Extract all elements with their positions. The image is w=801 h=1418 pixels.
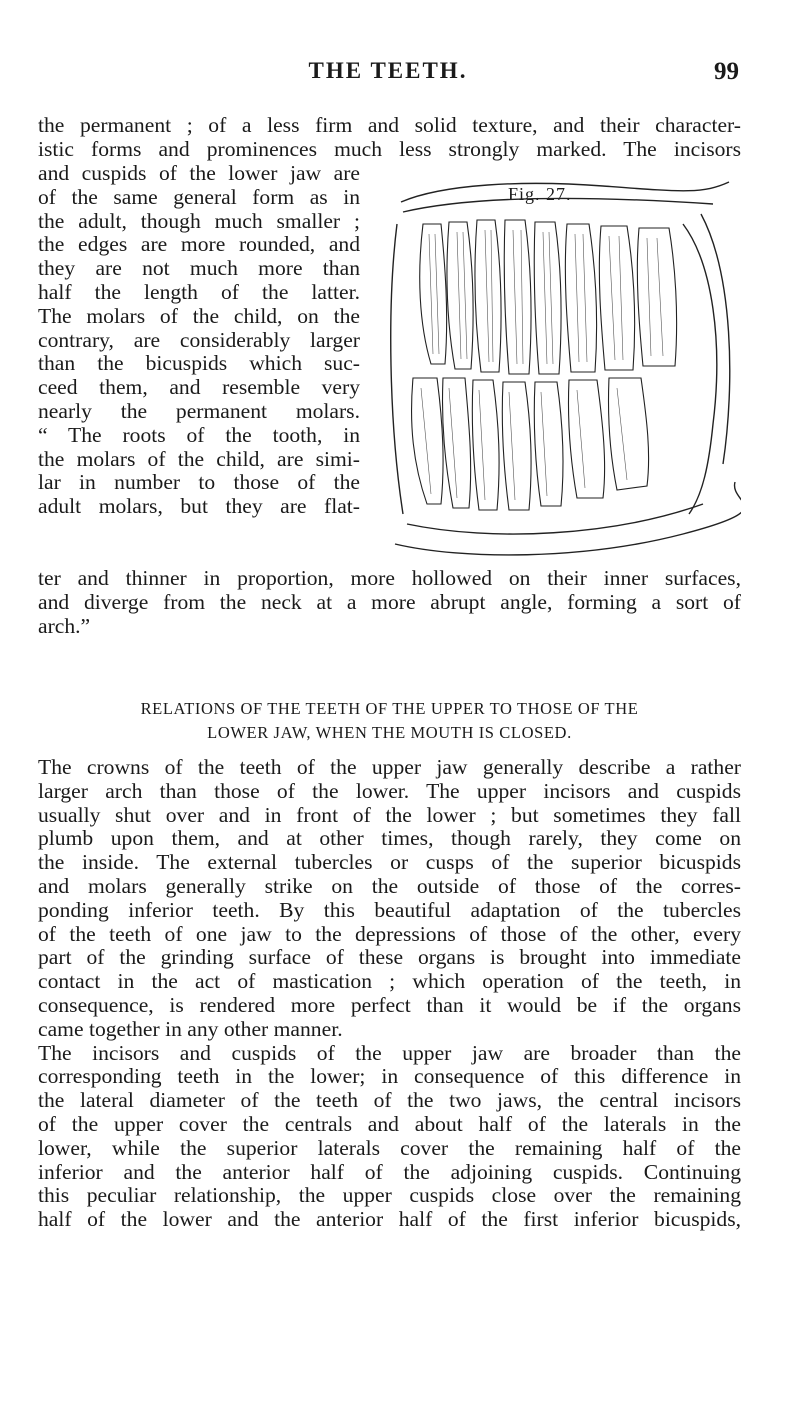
text-line: they are not much more than: [38, 256, 360, 281]
text-line: plumb upon them, and at other times, though rarely, they come on: [38, 826, 741, 851]
text-line: contrary, are considerably larger: [38, 327, 360, 352]
text-line: and molars generally strike on the outside of those of the corres-: [38, 873, 741, 898]
text-line: The crowns of the teeth of the upper jaw generally describe a rather: [38, 755, 741, 779]
text-line: The molars of the child, on the: [38, 303, 360, 328]
text-line: ter and thinner in proportion, more hollowed on their inner surfaces,: [38, 566, 741, 590]
section-heading: [38, 697, 741, 745]
text-line: the adult, though much smaller ;: [38, 208, 360, 233]
text-line: the permanent ; of a less firm and solid texture, and their character-: [38, 113, 741, 137]
text-line: ceed them, and resemble very: [38, 375, 360, 400]
text-line: part of the grinding surface of these organs is brought into immediate: [38, 945, 741, 970]
text-line: istic forms and prominences much less strongly marked. The incisors: [38, 136, 741, 161]
page-number: 99: [714, 58, 739, 85]
text-line: half of the lower and the anterior half of the first inferior bicuspids,: [38, 1207, 741, 1232]
text-line: the inside. The external tubercles or cusps of the superior bicuspids: [38, 850, 741, 875]
text-line: and diverge from the neck at a more abrupt angle, forming a sort of: [38, 589, 741, 614]
text-line: of the teeth of one jaw to the depressions of those of the other, every: [38, 921, 741, 946]
text-line: the lateral diameter of the teeth of the two jaws, the central incisors: [38, 1088, 741, 1113]
heading-line: RELATIONS OF THE TEETH OF THE UPPER TO THOSE OF THE: [140, 699, 639, 718]
text-line: and cuspids of the lower jaw are: [38, 161, 360, 185]
text-line: corresponding teeth in the lower; in consequence of this difference in: [38, 1064, 741, 1089]
heading-line: LOWER JAW, WHEN THE MOUTH IS CLOSED.: [207, 723, 572, 742]
paragraph-1-top: [38, 114, 741, 162]
text-line: nearly the permanent molars.: [38, 398, 360, 423]
text-line: the molars of the child, are simi-: [38, 446, 360, 471]
text-line: arch.”: [38, 613, 91, 638]
text-line: ponding inferior teeth. By this beautiful adaptation of the tubercles: [38, 897, 741, 922]
paragraph-2: [38, 756, 741, 1232]
paragraph-1-wrapped-column: [38, 162, 360, 519]
text-line: came together in any other manner.: [38, 1016, 343, 1041]
text-line: lar in number to those of the: [38, 470, 360, 495]
text-line: The incisors and cuspids of the upper jaw are broader than the: [38, 1040, 741, 1065]
teeth-jaw-engraving-icon: [383, 164, 741, 564]
text-line: “ The roots of the tooth, in: [38, 422, 360, 447]
text-line: adult molars, but they are flat-: [38, 494, 360, 519]
text-line: larger arch than those of the lower. The upper incisors and cuspids: [38, 778, 741, 803]
text-line: lower, while the superior laterals cover the remaining half of the: [38, 1135, 741, 1160]
text-line: usually shut over and in front of the lower ; but sometimes they fall: [38, 802, 741, 827]
running-title: THE TEETH.: [308, 58, 468, 83]
text-line: of the upper cover the centrals and about half of the laterals in the: [38, 1111, 741, 1136]
text-line: consequence, is rendered more perfect than it would be if the organs: [38, 992, 741, 1017]
text-line: of the same general form as in: [38, 184, 360, 209]
text-line: inferior and the anterior half of the adjoining cuspids. Continuing: [38, 1159, 741, 1184]
text-line: half the length of the latter.: [38, 279, 360, 304]
text-line: contact in the act of mastication ; which operation of the teeth, in: [38, 969, 741, 994]
paragraph-1-bottom: [38, 567, 741, 638]
text-line: this peculiar relationship, the upper cuspids close over the remaining: [38, 1183, 741, 1208]
figure-caption: Fig. 27.: [508, 184, 572, 204]
running-header: [38, 58, 738, 88]
text-line: the edges are more rounded, and: [38, 232, 360, 257]
text-line: than the bicuspids which suc-: [38, 351, 360, 376]
